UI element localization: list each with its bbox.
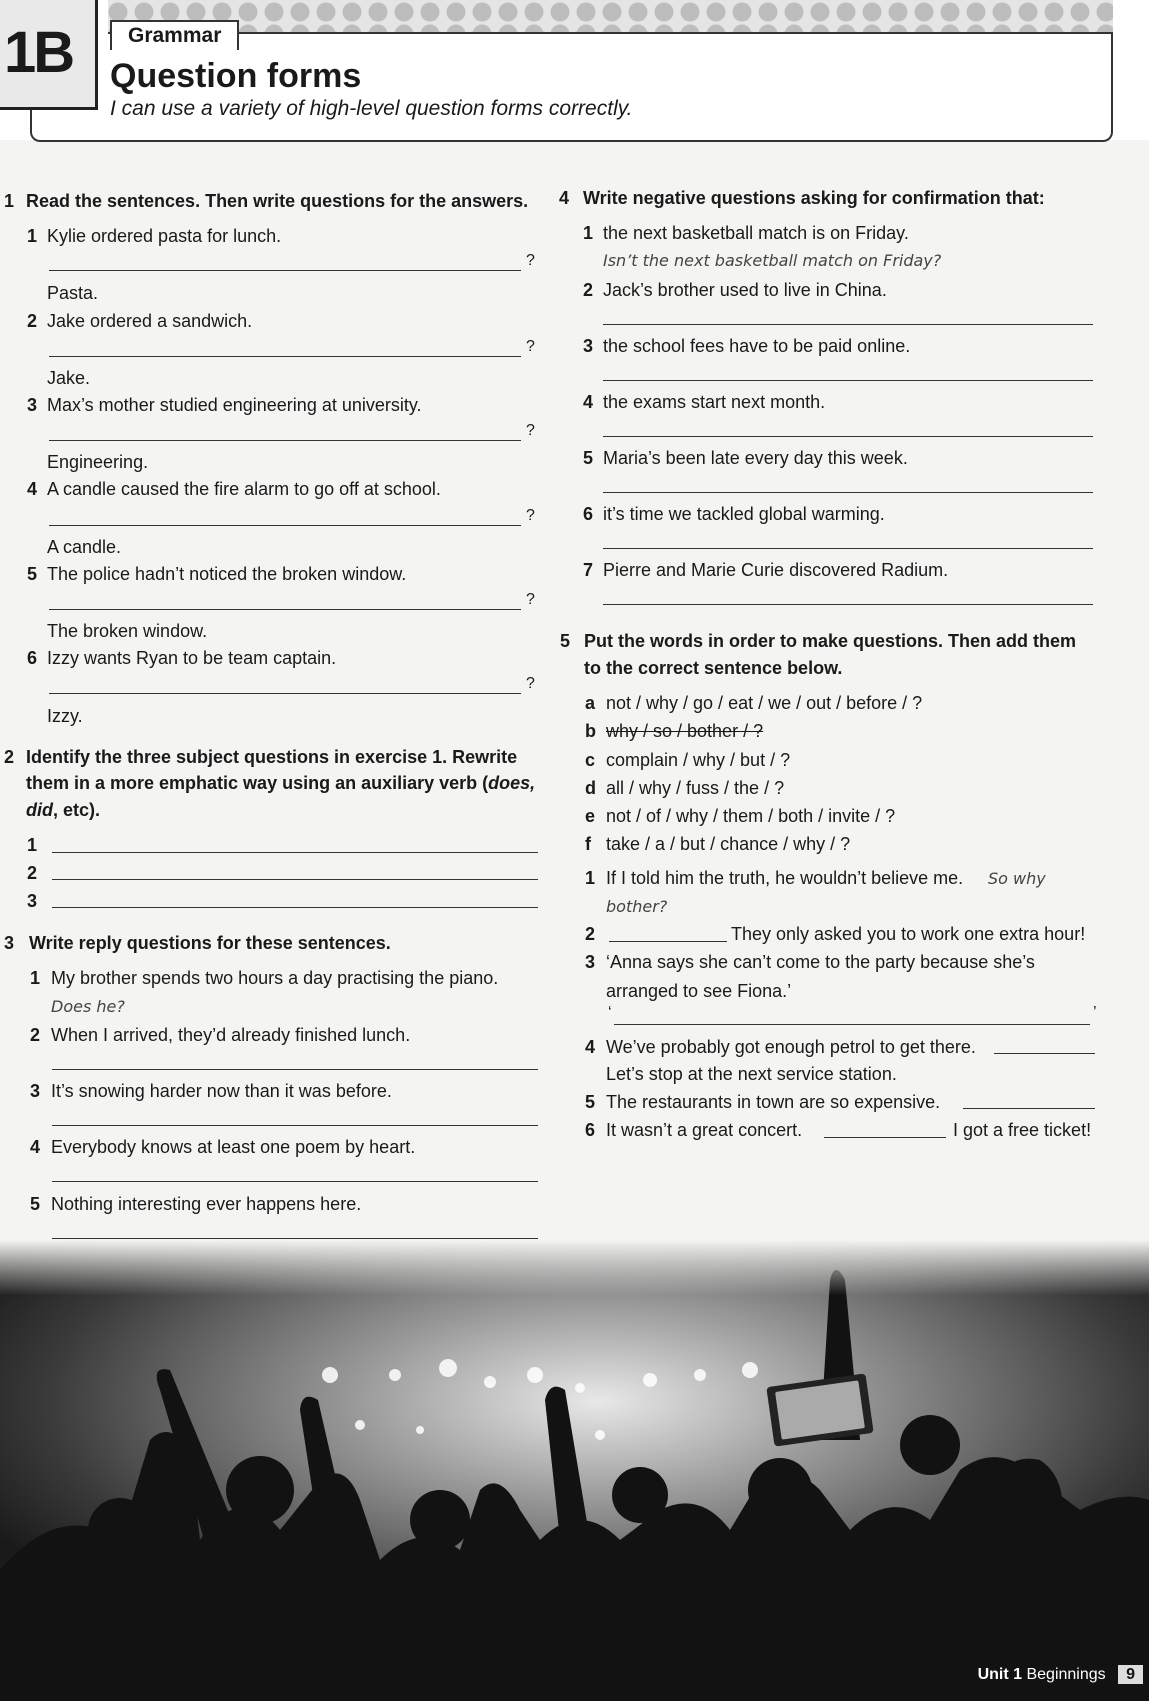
- item-number: 3: [27, 395, 38, 415]
- item-number: 1: [30, 968, 41, 988]
- word-list: not / of / why / them / both / invite / ?: [606, 806, 896, 826]
- footer-unit-name: Beginnings: [1026, 1666, 1106, 1683]
- page-subtitle: I can use a variety of high-level question forms correctly.: [110, 97, 633, 120]
- page-title: Question forms: [110, 57, 362, 95]
- unit-tab: [0, 0, 98, 110]
- example-answer: Does he?: [51, 997, 125, 1016]
- answer-line[interactable]: [49, 270, 521, 271]
- item-number: 5: [30, 1194, 41, 1214]
- item-answer: The broken window.: [47, 621, 208, 641]
- answer-line[interactable]: [963, 1108, 1095, 1109]
- item-prompt: A candle caused the fire alarm to go off at school.: [47, 479, 441, 499]
- answer-line[interactable]: [52, 1238, 538, 1239]
- page-number: 9: [1118, 1665, 1143, 1684]
- word-list: all / why / fuss / the / ?: [606, 778, 785, 798]
- open-quote: ‘: [608, 1004, 612, 1021]
- answer-line[interactable]: [603, 436, 1093, 437]
- item-prompt: Jack’s brother used to live in China.: [603, 280, 887, 300]
- answer-line[interactable]: [49, 440, 521, 441]
- item-number: 5: [585, 1092, 596, 1112]
- item-number: 2: [585, 924, 596, 944]
- word-letter: f: [585, 834, 591, 854]
- item-sentence: It wasn’t a great concert.: [606, 1120, 803, 1140]
- answer-line[interactable]: [52, 852, 538, 853]
- item-answer: Engineering.: [47, 452, 149, 472]
- item-prompt: the next basketball match is on Friday.: [603, 223, 909, 243]
- item-number: 1: [27, 835, 38, 855]
- item-prompt: it’s time we tackled global warming.: [603, 504, 885, 524]
- answer-line[interactable]: [49, 693, 521, 694]
- answer-line[interactable]: [603, 548, 1093, 549]
- exercise-number: 5: [560, 631, 571, 651]
- item-number: 2: [583, 280, 594, 300]
- word-letter: b: [585, 721, 596, 741]
- item-number: 4: [27, 479, 38, 499]
- item-prompt: Maria’s been late every day this week.: [603, 448, 908, 468]
- item-number: 6: [583, 504, 594, 524]
- question-mark: ?: [526, 252, 535, 269]
- item-answer: Izzy.: [47, 706, 83, 726]
- item-answer: Pasta.: [47, 283, 99, 303]
- word-letter: c: [585, 750, 596, 770]
- item-number: 5: [583, 448, 594, 468]
- item-prompt: the school fees have to be paid online.: [603, 336, 911, 356]
- item-prompt: The police hadn’t noticed the broken window.: [47, 564, 407, 584]
- answer-line[interactable]: [609, 941, 727, 942]
- answer-line[interactable]: [49, 609, 521, 610]
- word-letter: e: [585, 806, 596, 826]
- exercise-number: 2: [4, 747, 15, 767]
- concert-crowd-photo: [0, 1240, 1149, 1701]
- exercise-instruction: Write negative questions asking for confirmation that:: [583, 188, 1045, 208]
- exercise-instruction-line-1: Identify the three subject questions in exercise 1. Rewrite: [26, 747, 518, 767]
- answer-line[interactable]: [52, 907, 538, 908]
- word-list: complain / why / but / ?: [606, 750, 791, 770]
- item-prompt: Jake ordered a sandwich.: [47, 311, 253, 331]
- item-number: 3: [585, 952, 596, 972]
- example-answer: So why: [988, 869, 1046, 888]
- answer-line[interactable]: [824, 1137, 946, 1138]
- item-number: 5: [27, 564, 38, 584]
- word-letter: d: [585, 778, 596, 798]
- item-prompt: Everybody knows at least one poem by heart.: [51, 1137, 416, 1157]
- answer-line[interactable]: [52, 879, 538, 880]
- exercise-instruction: Write reply questions for these sentences.: [29, 933, 391, 953]
- answer-line[interactable]: [603, 324, 1093, 325]
- item-answer: Jake.: [47, 368, 91, 388]
- question-mark: ?: [526, 675, 535, 692]
- item-number: 7: [583, 560, 594, 580]
- item-sentence: The restaurants in town are so expensive.: [606, 1092, 941, 1112]
- item-number: 2: [27, 863, 38, 883]
- answer-line[interactable]: [52, 1181, 538, 1182]
- answer-line[interactable]: [603, 492, 1093, 493]
- unit-code: 1B: [4, 20, 73, 85]
- item-prompt: Izzy wants Ryan to be team captain.: [47, 648, 337, 668]
- question-mark: ?: [526, 338, 535, 355]
- item-prompt: When I arrived, they’d already finished lunch.: [51, 1025, 411, 1045]
- item-number: 2: [30, 1025, 41, 1045]
- exercise-number: 1: [4, 191, 15, 211]
- answer-line[interactable]: [994, 1053, 1095, 1054]
- question-mark: ?: [526, 591, 535, 608]
- footer-unit: Unit 1: [977, 1666, 1023, 1683]
- item-sentence: ‘Anna says she can’t come to the party because she’s: [606, 952, 1035, 972]
- item-prompt: the exams start next month.: [603, 392, 826, 412]
- page-footer: [978, 1664, 1143, 1686]
- exercise-number: 4: [559, 188, 570, 208]
- item-number: 3: [583, 336, 594, 356]
- item-number: 1: [27, 226, 38, 246]
- header-pattern: [108, 0, 1113, 34]
- question-mark: ?: [526, 422, 535, 439]
- item-number: 3: [27, 891, 38, 911]
- word-list-crossed: why / so / bother / ?: [606, 721, 764, 741]
- item-prompt: Pierre and Marie Curie discovered Radium.: [603, 560, 949, 580]
- item-number: 6: [585, 1120, 596, 1140]
- item-sentence-cont: arranged to see Fiona.’: [606, 981, 792, 1001]
- exercise-number: 3: [4, 933, 15, 953]
- item-sentence: If I told him the truth, he wouldn’t believe me.: [606, 868, 964, 888]
- item-number: 6: [27, 648, 38, 668]
- answer-line[interactable]: [49, 356, 521, 357]
- item-number: 1: [583, 223, 594, 243]
- exercise-instruction-line-1: Put the words in order to make questions. Then add them: [584, 631, 1077, 651]
- answer-line[interactable]: [603, 380, 1093, 381]
- answer-line[interactable]: [52, 1069, 538, 1070]
- word-letter: a: [585, 693, 596, 713]
- exercise-instruction-line-3: did, etc).: [26, 800, 101, 820]
- item-sentence: They only asked you to work one extra hour!: [731, 924, 1086, 944]
- word-list: not / why / go / eat / we / out / before / ?: [606, 693, 923, 713]
- item-number: 4: [583, 392, 594, 412]
- item-number: 1: [585, 868, 596, 888]
- answer-line[interactable]: [52, 1125, 538, 1126]
- item-prompt: It’s snowing harder now than it was before.: [51, 1081, 392, 1101]
- answer-line[interactable]: [614, 1024, 1090, 1025]
- item-prompt: Max’s mother studied engineering at university.: [47, 395, 422, 415]
- section-label: Grammar: [110, 20, 239, 50]
- exercise-instruction: Read the sentences. Then write questions for the answers.: [26, 191, 529, 211]
- item-sentence-cont: Let’s stop at the next service station.: [606, 1064, 897, 1084]
- close-quote: ’: [1093, 1004, 1097, 1021]
- exercise-instruction-line-2: them in a more emphatic way using an auxiliary verb (does,: [26, 773, 536, 793]
- item-prompt: Nothing interesting ever happens here.: [51, 1194, 362, 1214]
- exercise-instruction-line-2: to the correct sentence below.: [584, 658, 843, 678]
- item-prompt: Kylie ordered pasta for lunch.: [47, 226, 282, 246]
- answer-line[interactable]: [49, 525, 521, 526]
- answer-line[interactable]: [603, 604, 1093, 605]
- question-mark: ?: [526, 507, 535, 524]
- item-number: 3: [30, 1081, 41, 1101]
- item-number: 4: [585, 1037, 596, 1057]
- item-answer: A candle.: [47, 537, 122, 557]
- word-list: take / a / but / chance / why / ?: [606, 834, 851, 854]
- item-prompt: My brother spends two hours a day practising the piano.: [51, 968, 499, 988]
- item-sentence: We’ve probably got enough petrol to get there.: [606, 1037, 976, 1057]
- example-answer-cont: bother?: [606, 897, 668, 916]
- item-sentence-cont: I got a free ticket!: [953, 1120, 1092, 1140]
- item-number: 4: [30, 1137, 41, 1157]
- example-answer: Isn’t the next basketball match on Friday?: [603, 251, 942, 270]
- item-number: 2: [27, 311, 38, 331]
